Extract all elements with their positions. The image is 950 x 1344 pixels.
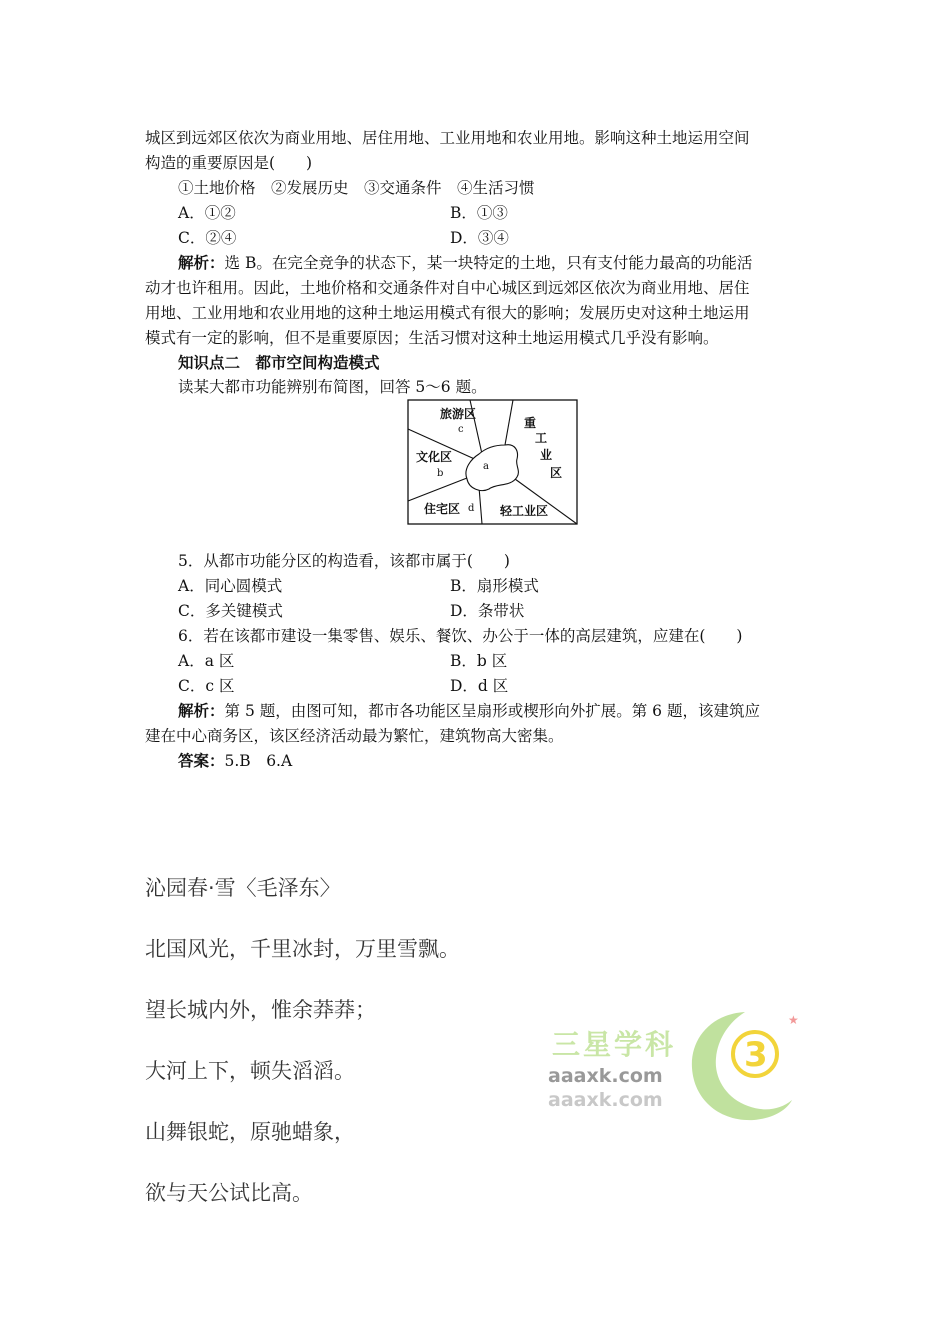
label-light-industry: 轻工业区 — [500, 504, 549, 518]
poem-line-5: 欲与天公试比高。 — [145, 1181, 313, 1205]
label-heavy-2: 工 — [535, 431, 548, 445]
watermark-url-reflection: aaaxk.com — [548, 1089, 663, 1111]
q6-option-d: D．d 区 — [450, 677, 509, 695]
q6-option-c: C．c 区 — [178, 677, 235, 695]
watermark-brand: 三星学科 — [552, 1028, 677, 1061]
analysis-1-line-1 — [178, 253, 752, 273]
watermark-url: aaaxk.com — [548, 1065, 663, 1087]
analysis-label: 解析： — [178, 253, 225, 272]
q6-option-b: B．b 区 — [450, 652, 508, 670]
star-icon: ★ — [788, 1013, 799, 1027]
intro-option-c: C．②④ — [178, 229, 237, 247]
label-a: a — [483, 461, 489, 472]
label-residential: 住宅区 — [424, 502, 461, 516]
analysis-1-line-3: 用地、工业用地和农业用地的这种土地运用模式有很大的影响；发展历史对这种土地运用 — [145, 304, 750, 322]
q5-option-c: C．多关键模式 — [178, 602, 283, 620]
q6-stem: 6．若在该都市建设一集零售、娱乐、餐饮、办公于一体的高层建筑，应建在( ) — [178, 627, 743, 645]
intro-items: ①土地价格 ②发展历史 ③交通条件 ④生活习惯 — [178, 179, 535, 197]
answer-value: 5.B 6.A — [224, 752, 293, 770]
section-heading: 知识点二 都市空间构造模式 — [178, 353, 380, 372]
answer-label: 答案： — [178, 751, 225, 770]
label-heavy-4: 区 — [550, 466, 563, 480]
analysis-1-line-4: 模式有一定的影响，但不是重要原因；生活习惯对这种土地运用模式几乎没有影响。 — [145, 329, 719, 347]
label-b: b — [437, 468, 444, 479]
label-tourism: 旅游区 — [440, 407, 477, 421]
intro-option-a: A．①② — [178, 204, 236, 222]
q6-option-a: A．a 区 — [178, 652, 235, 670]
analysis-2-line-1 — [178, 701, 760, 721]
intro-option-d: D．③④ — [450, 229, 509, 247]
analysis-2-line-2: 建在中心商务区，该区经济活动最为繁忙，建筑物高大密集。 — [145, 727, 564, 745]
q5-option-a: A．同心圆模式 — [178, 577, 283, 595]
city-function-diagram — [407, 399, 578, 525]
analysis-label: 解析： — [178, 701, 225, 720]
analysis-text: 第 5 题，由图可知，都市各功能区呈扇形或楔形向外扩展。第 6 题，该建筑应 — [224, 702, 760, 720]
section-instruction: 读某大都市功能辨别布简图，回答 5～6 题。 — [178, 378, 487, 396]
poem-title: 沁园春·雪〈毛泽东〉 — [145, 876, 341, 900]
intro-line-2: 构造的重要原因是( ) — [145, 154, 313, 172]
label-d: d — [468, 503, 475, 514]
label-culture: 文化区 — [416, 450, 453, 464]
intro-line-1: 城区到远郊区依次为商业用地、居住用地、工业用地和农业用地。影响这种土地运用空间 — [145, 129, 750, 147]
poem-line-4: 山舞银蛇，原驰蜡象， — [145, 1120, 355, 1144]
poem-line-1: 北国风光，千里冰封，万里雪飘。 — [145, 937, 460, 961]
poem-line-3: 大河上下，顿失滔滔。 — [145, 1059, 355, 1083]
watermark-logo — [540, 1000, 810, 1130]
answer-line — [178, 751, 292, 771]
logo-digit: 3 — [744, 1035, 768, 1075]
q5-option-d: D．条带状 — [450, 602, 525, 620]
q5-option-b: B．扇形模式 — [450, 577, 539, 595]
label-heavy-1: 重 — [524, 416, 537, 430]
q5-stem: 5．从都市功能分区的构造看，该都市属于( ) — [178, 552, 510, 570]
label-c: c — [458, 424, 464, 435]
crescent-icon — [692, 1012, 792, 1120]
intro-option-b: B．①③ — [450, 204, 508, 222]
label-heavy-3: 业 — [540, 448, 553, 462]
analysis-text: 选 B。在完全竞争的状态下，某一块特定的土地，只有支付能力最高的功能活 — [224, 254, 753, 272]
poem-line-2: 望长城内外，惟余莽莽； — [145, 998, 376, 1022]
analysis-1-line-2: 动才也许租用。因此，土地价格和交通条件对自中心城区到远郊区依次为商业用地、居住 — [145, 279, 750, 297]
